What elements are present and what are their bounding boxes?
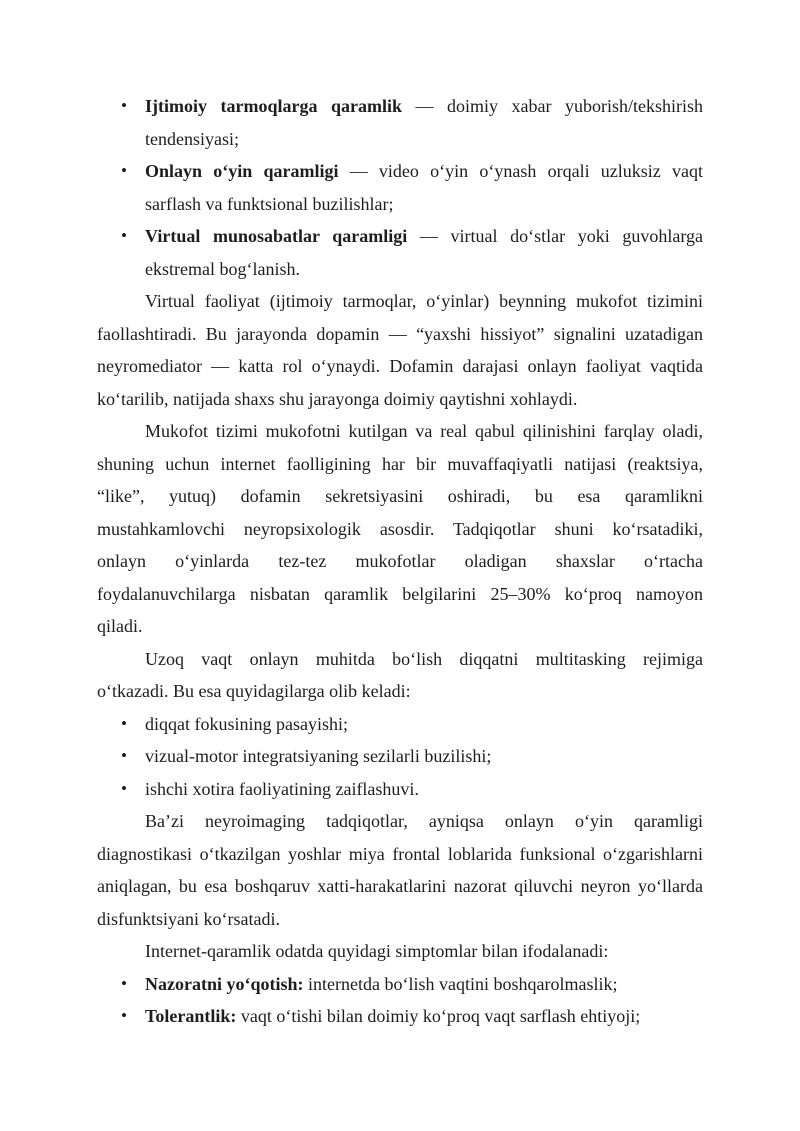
bullet-item	[97, 1000, 703, 1033]
bullet-icon: •	[121, 746, 127, 765]
text-segment: ishchi xotira faoliyatining zaiflashuvi.	[145, 778, 419, 799]
bold-term: Nazoratni yo‘qotish:	[145, 973, 304, 994]
paragraph	[97, 935, 703, 968]
bold-term: Ijtimoiy tarmoqlarga qaramlik	[145, 96, 402, 116]
text-segment: — video o‘yin o‘ynash orqali uzluksiz vaqt	[338, 161, 703, 181]
bullet-item	[97, 708, 703, 741]
text-segment: aniqlagan, bu esa boshqaruv xatti-harakatlarini nazorat qiluvchi neyron yo‘llarda	[97, 876, 703, 896]
text-segment: Mukofot tizimi mukofotni kutilgan va real qabul qilinishini farqlay oladi,	[145, 421, 703, 441]
text-segment: ekstremal bog‘lanish.	[145, 258, 300, 279]
text-line	[97, 383, 703, 416]
text-segment: qiladi.	[97, 616, 143, 636]
bullet-item	[97, 968, 703, 1001]
text-line	[97, 903, 703, 936]
text-segment: sarflash va funktsional buzilishlar;	[145, 193, 394, 214]
text-segment: Internet-qaramlik odatda quyidagi simptomlar bilan ifodalanadi:	[145, 941, 609, 961]
bullet-icon: •	[121, 226, 127, 245]
text-line	[97, 415, 703, 448]
text-line	[97, 123, 703, 156]
bullet-item	[97, 220, 703, 285]
bullet-icon: •	[121, 713, 127, 733]
text-line	[97, 90, 703, 123]
text-line	[97, 513, 703, 546]
text-line	[97, 870, 703, 903]
paragraph	[97, 415, 703, 643]
text-line	[97, 285, 703, 318]
bullet-icon: •	[121, 1006, 127, 1025]
text-line	[97, 708, 703, 741]
text-line	[97, 253, 703, 286]
bold-term: Tolerantlik:	[145, 1006, 237, 1026]
text-segment: diqqat fokusining pasayishi;	[145, 713, 348, 734]
text-line	[97, 773, 703, 806]
text-segment: Ba’zi neyroimaging tadqiqotlar, ayniqsa onlayn o‘yin qaramligi	[145, 811, 703, 831]
text-line	[97, 740, 703, 773]
text-segment: Uzoq vaqt onlayn muhitda bo‘lish diqqatni multitasking rejimiga	[145, 648, 703, 669]
text-line	[97, 155, 703, 188]
bullet-item	[97, 773, 703, 806]
text-line	[97, 643, 703, 676]
text-line	[97, 545, 703, 578]
paragraph	[97, 285, 703, 415]
text-line	[97, 1000, 703, 1033]
text-segment: “like”, yutuq) dofamin sekretsiyasini oshiradi, bu esa qaramlikni	[97, 486, 703, 506]
text-segment: — virtual do‘stlar yoki guvohlarga	[407, 226, 703, 246]
bullet-item	[97, 740, 703, 773]
text-segment: disfunktsiyani ko‘rsatadi.	[97, 908, 280, 929]
text-segment: o‘tkazadi. Bu esa quyidagilarga olib keladi:	[97, 681, 411, 701]
bullet-item	[97, 90, 703, 155]
text-line	[97, 968, 703, 1001]
text-segment: foydalanuvchilarga nisbatan qaramlik belgilarini 25–30% ko‘proq namoyon	[97, 583, 703, 604]
text-line	[97, 578, 703, 611]
paragraph	[97, 805, 703, 935]
text-line	[97, 610, 703, 643]
text-line	[97, 480, 703, 513]
bullet-icon: •	[121, 96, 127, 115]
text-segment: diagnostikasi o‘tkazilgan yoshlar miya frontal loblarida funksional o‘zgarishlarni	[97, 843, 703, 864]
text-segment: Virtual faoliyat (ijtimoiy tarmoqlar, o‘yinlar) beynning mukofot tizimini	[145, 291, 703, 311]
bullet-icon: •	[121, 161, 127, 180]
text-line	[97, 220, 703, 253]
text-segment: vizual-motor integratsiyaning sezilarli buzilishi;	[145, 746, 492, 766]
text-segment: mustahkamlovchi neyropsixologik asosdir. Tadqiqotlar shuni ko‘rsatadiki,	[97, 518, 703, 539]
bold-term: Virtual munosabatlar qaramligi	[145, 226, 408, 246]
bold-term: Onlayn o‘yin qaramligi	[145, 161, 339, 181]
text-segment: vaqt o‘tishi bilan doimiy ko‘proq vaqt sarflash ehtiyoji;	[236, 1006, 641, 1026]
text-line	[97, 188, 703, 221]
text-line	[97, 675, 703, 708]
text-line	[97, 838, 703, 871]
text-segment: faollashtiradi. Bu jarayonda dopamin — “yaxshi hissiyot” signalini uzatadigan	[97, 323, 703, 344]
bullet-icon: •	[121, 778, 127, 798]
bullet-item	[97, 155, 703, 220]
text-line	[97, 448, 703, 481]
text-line	[97, 318, 703, 351]
text-segment: shuning uchun internet faolligining har bir muvaffaqiyatli natijasi (reaktsiya,	[97, 453, 703, 474]
text-line	[97, 805, 703, 838]
text-segment: internetda bo‘lish vaqtini boshqarolmaslik;	[303, 973, 618, 994]
text-segment: neyromediator — katta rol o‘ynaydi. Dofamin darajasi onlayn faoliyat vaqtida	[97, 356, 703, 376]
text-segment: ko‘tarilib, natijada shaxs shu jarayonga doimiy qaytishni xohlaydi.	[97, 388, 578, 409]
text-line	[97, 350, 703, 383]
bullet-icon: •	[121, 973, 127, 993]
paragraph	[97, 643, 703, 708]
text-segment: tendensiyasi;	[145, 128, 239, 149]
text-line	[97, 935, 703, 968]
page-text	[97, 90, 703, 1033]
text-segment: — doimiy xabar yuborish/tekshirish	[402, 96, 703, 116]
text-segment: onlayn o‘yinlarda tez-tez mukofotlar oladigan shaxslar o‘rtacha	[97, 551, 703, 571]
